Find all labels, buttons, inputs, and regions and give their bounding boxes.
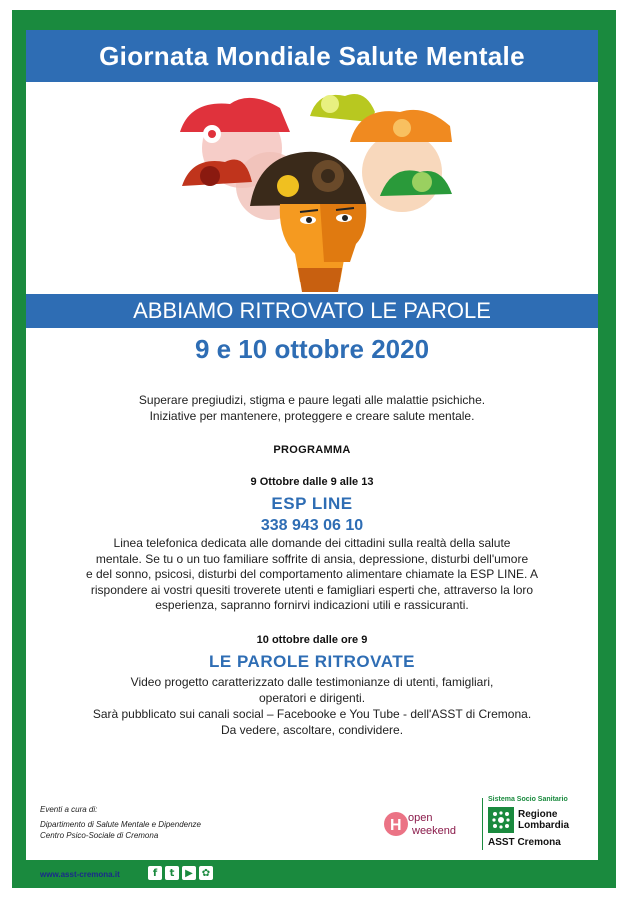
event1-phone[interactable]: 338 943 06 10 — [260, 517, 364, 534]
description-line: e del sonno, psicosi, disturbi del comportamento alimentare chiamate la ESP LINE. A — [85, 567, 538, 581]
event1-name: ESP LINE — [271, 494, 353, 513]
description-line: rispondere ai vostri quesiti troverete utenti e famigliari esperti che, attraverso la loro — [90, 582, 534, 597]
weekend-text: weekend — [412, 825, 457, 837]
youtube-icon[interactable]: ▶ — [182, 866, 196, 880]
description-line: mentale. Se tu o un tuo familiare soffrite di ansia, depressione, disturbi dell'umore — [95, 551, 529, 566]
event1-description — [38, 536, 586, 614]
description-line: Video progetto caratterizzato dalle testimonianze di utenti, famigliari, — [130, 675, 494, 689]
description-line: Sarà pubblicato sui canali social – Facebooke e You Tube - dell'ASST di Cremona. — [92, 707, 532, 721]
share-icon[interactable]: ✿ — [199, 866, 213, 880]
organizers-label: Eventi a cura di: — [40, 805, 98, 814]
svg-text:H: H — [390, 817, 402, 834]
intro-text — [40, 392, 584, 424]
open-text: open — [408, 812, 433, 824]
description-line: Da vedere, ascoltare, condividere. — [220, 723, 404, 737]
heads-gears-illustration — [170, 86, 470, 294]
intro-line: Superare pregiudizi, stigma e paure legati alle malattie psichiche. — [138, 393, 486, 407]
rosa-camuna-icon — [488, 807, 514, 833]
asst-name: ASST Cremona — [488, 837, 561, 848]
subtitle-bar: ABBIAMO RITROVATO LE PAROLE — [26, 294, 598, 328]
facebook-icon[interactable]: f — [148, 866, 162, 880]
twitter-icon[interactable]: t — [165, 866, 179, 880]
event2-when: 10 ottobre dalle ore 9 — [256, 634, 368, 646]
social-icons — [148, 866, 213, 880]
regione-lombardia-logo — [488, 796, 598, 856]
organizer-centre: Centro Psico-Sociale di Cremona — [40, 831, 159, 840]
description-line: operatori e dirigenti. — [258, 691, 366, 705]
open-weekend-logo — [382, 806, 478, 842]
organizers — [40, 804, 300, 841]
region-name: Lombardia — [518, 820, 570, 831]
footer-divider — [482, 798, 483, 850]
event2-description — [40, 674, 584, 738]
description-line: esperienza, sapranno fornirvi indicazioni utili e rassicuranti. — [155, 598, 469, 612]
description-line: Linea telefonica dedicata alle domande dei cittadini sulla realtà della salute — [113, 536, 511, 550]
programma-heading: PROGRAMMA — [273, 444, 351, 456]
website-link[interactable]: www.asst-cremona.it — [40, 870, 120, 879]
intro-line: Iniziative per mantenere, proteggere e creare salute mentale. — [149, 409, 475, 423]
region-name: Regione — [518, 809, 558, 820]
event-dates: 9 e 10 ottobre 2020 — [194, 334, 430, 364]
organizer-dept: Dipartimento di Salute Mentale e Dipendenze — [40, 820, 201, 829]
event2-name: LE PAROLE RITROVATE — [209, 652, 415, 671]
region-system-label: Sistema Socio Sanitario — [488, 796, 568, 803]
poster-title: Giornata Mondiale Salute Mentale — [26, 30, 598, 82]
event1-when: 9 Ottobre dalle 9 alle 13 — [250, 476, 374, 488]
